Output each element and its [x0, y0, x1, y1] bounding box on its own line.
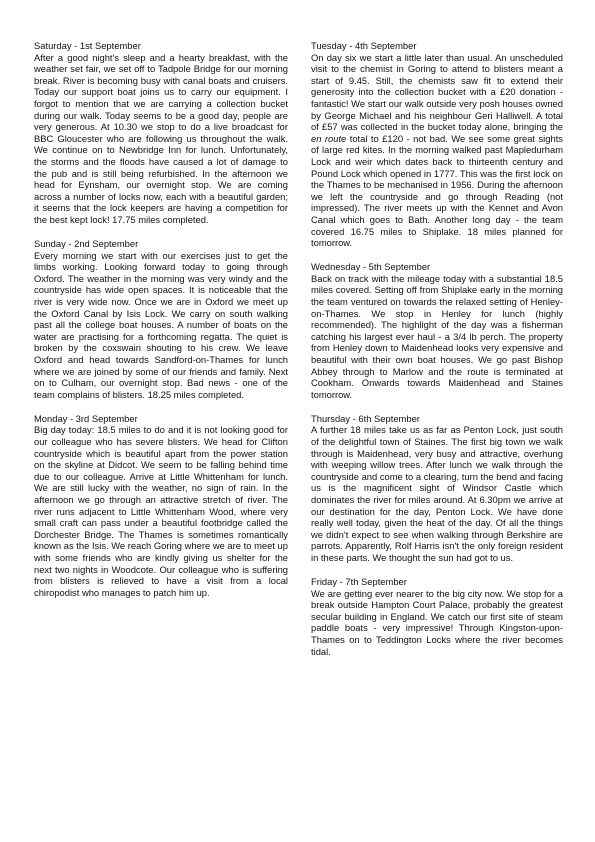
- diary-entry-saturday: [34, 40, 288, 226]
- entry-body-text: total to £120 - not bad. We see some great sights of large red kites. In the morning walked past Mapledurham Lock and weir which dates back to thirteenth century and Pound Lock which opened in 1777. This was the first lock on the Thames to be mechanised in 1956. During the afternoon we left the countryside and go through Reading (not impressed). The river meets up with the Kennet and Avon Canal which goes to Bath. Another long day - the team covered 16.75 miles to Shiplake. 18 miles planned for tomorrow.: [311, 132, 563, 249]
- entry-date: Saturday - 1st September: [34, 40, 141, 51]
- diary-entry-monday: [34, 413, 288, 599]
- entry-date: Monday - 3rd September: [34, 412, 138, 424]
- entry-body: We are getting ever nearer to the big city now. We stop for a break outside Hampton Court Palace, probably the greatest secular building in England. We catch our first site of steam paddle boats - very impressive! Through Kingston-upon-Thames on to Teddington Locks where the river becomes tidal.: [311, 587, 563, 657]
- entry-body: Every morning we start with our exercises just to get the limbs working. Looking forward today to going through Oxford. The weather in the morning was very windy and the countryside has wide open spaces. It is noticeable that the river is very wide now. Once we are in Oxford we meet up the Oxford Canal by Isis Lock. We carry on south walking past all the college boat houses. A number of boats on the water are practising for a forthcoming regatta. The quiet is broken by the coxswain shouting to his crew. We leave Oxford and head towards Sandford-on-Thames for lunch where we are joined by some of our friends and family. Next on to Culham, our overnight stop. Bad news - one of the team complains of blisters. 18.25 miles completed.: [34, 249, 288, 400]
- entry-body: Back on track with the mileage today with a substantial 18.5 miles covered. Setting off from Shiplake early in the morning the team ventured on towards the relaxed setting of Henley-on-Thames. We stop in Henley for lunch (highly recommended). The highlight of the day was a fisherman catching his largest ever haul - a 3/4 lb perch. The property from Henley down to Maidenhead looks very expensive and beautiful with their own boat houses. We go past Bishop Abbey through to Marlow and the route is terminated at Cookham. Onwards towards Maidenhead and Staines tomorrow.: [311, 272, 563, 400]
- entry-body-text: On day six we start a little later than usual. An unscheduled visit to the chemist in Goring to attend to blisters meant a start of 9.45. Still, the chemists saw fit to extend their generosity into the collection bucket with a £20 donation - fantastic! We start our walk outside very posh houses owned by George Michael and his neighbour Geri Halliwell. A total of £57 was collected in the bucket today alone, bringing the: [311, 51, 563, 133]
- diary-entry-friday: [311, 576, 563, 657]
- entry-body: Big day today: 18.5 miles to do and it is not looking good for our colleague who has severe blisters. We head for Clifton countryside which is beautiful apart from the power station on the skyline at Didcot. We seem to be falling behind time due to our colleague. Arrive at Little Whittenham for lunch. We are still lucky with the weather, no sign of rain. In the afternoon we go through an attractive stretch of river. The river runs adjacent to Little Whittenham Wood, where very small craft can pass under a beautiful footbridge called the Dorchester Bridge. The Thames is sometimes romantically known as the Isis. We reach Goring where we are to meet up with some friends who are kindly giving us shelter for the next two nights in Woodcote. Our colleague who is suffering from blisters is relieved to have a visit from a local chiropodist who manages to patch him up.: [34, 424, 288, 598]
- entry-date: Tuesday - 4th September: [311, 40, 417, 51]
- left-column: [34, 40, 288, 611]
- entry-date: Wednesday - 5th September: [311, 261, 431, 273]
- diary-entry-tuesday: [311, 40, 563, 249]
- diary-entry-thursday: [311, 413, 563, 564]
- entry-body-italic: en route: [311, 132, 347, 144]
- entry-date: Friday - 7th September: [311, 576, 407, 588]
- entry-date: Thursday - 6th September: [311, 412, 420, 424]
- entry-body: After a good night's sleep and a hearty breakfast, with the weather set fair, we set off to Tadpole Bridge for our morning break. River is becoming busy with canal boats and cruisers. Today our support boat joins us to carry our equipment. I forgot to mention that we are carrying a collection bucket during our walk. Today seems to be a good day, people are very generous. At 10.30 we stop to do a live broadcast for BBC Gloucester who are following us throughout the walk. We continue on to Newbridge Inn for lunch. Unfortunately, the storms and the floods have caused a lot of damage to the pub and is still being refurbished. In the afternoon we head for Eynsham, our overnight stop. We are coming across a number of locks now, each with a beautiful garden; it seems that the lock keepers are having a competition for the best kept lock! 17.75 miles completed.: [34, 51, 288, 225]
- diary-entry-sunday: [34, 238, 288, 400]
- entry-body: [311, 52, 563, 249]
- right-column: [311, 40, 563, 670]
- diary-entry-wednesday: [311, 261, 563, 400]
- entry-date: Sunday - 2nd September: [34, 238, 139, 249]
- entry-body: A further 18 miles take us as far as Penton Lock, just south of the delightful town of Staines. The first big town we walk through is Maidenhead, very busy and attractive, overhung with weeping willow trees. After lunch we walk through the countryside and come to a clearing, turn the bend and facing us is the magnificent sight of Windsor Castle which dominates the river for miles around. At 6.30pm we arrive at our destination for the day, Penton Lock. We have done really well today, given the heat of the day. Of all the things we didn't expect to see when walking through Berkshire are parrots. Apparently, Rolf Harris isn't the only foreign resident in these parts. We thought the sun had got to us.: [311, 424, 563, 563]
